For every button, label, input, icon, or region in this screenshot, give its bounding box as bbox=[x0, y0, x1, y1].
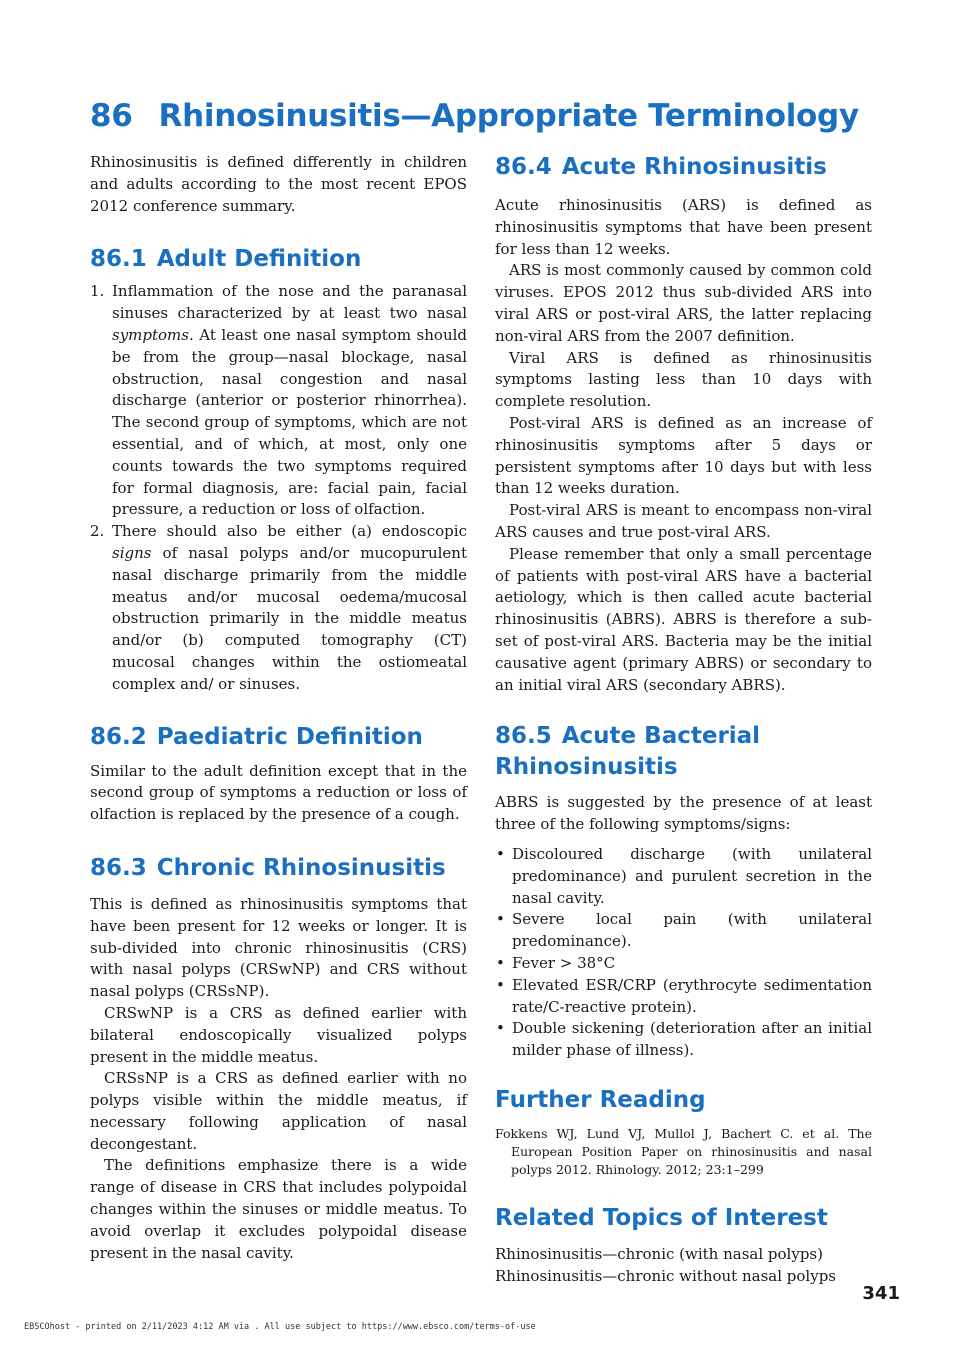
acute-paragraph: ARS is most commonly caused by common cold viruses. EPOS 2012 thus sub-divided ARS into viral ARS or post-viral ARS, the latter replacing non-viral ARS from the 2007 definition. bbox=[495, 261, 872, 345]
list-text: Severe local pain (with unilateral predominance). bbox=[512, 910, 872, 951]
list-item bbox=[90, 281, 467, 521]
section-number: 86.5 bbox=[495, 723, 552, 750]
list-item bbox=[495, 1018, 872, 1062]
bullet-icon: • bbox=[496, 975, 505, 994]
bullet-icon: • bbox=[496, 910, 505, 929]
bacterial-symptom-list bbox=[495, 844, 872, 1062]
bullet-icon: • bbox=[496, 953, 505, 972]
chronic-paragraph: The definitions emphasize there is a wide range of disease in CRS that includes polypoidal changes within the sinuses or middle meatus. To avoid overlap it excludes polypoidal disease present in the nasal cavity. bbox=[90, 1156, 467, 1262]
list-text: Discoloured discharge (with unilateral predominance) and purulent secretion in the nasal cavity. bbox=[512, 844, 872, 907]
list-text: There should also be either (a) endoscopic bbox=[112, 522, 467, 541]
related-topic-link[interactable]: Rhinosinusitis—chronic (with nasal polyps) bbox=[495, 1244, 823, 1263]
adult-definition-list bbox=[90, 281, 467, 695]
list-number: 1. bbox=[90, 282, 105, 301]
chronic-paragraph: CRSsNP is a CRS as defined earlier with no polyps visible within the middle meatus, if necessary following application of nasal decongestant. bbox=[90, 1069, 467, 1153]
left-column bbox=[90, 152, 467, 1264]
section-heading-chronic bbox=[90, 853, 467, 884]
list-item bbox=[495, 844, 872, 909]
section-title: Chronic Rhinosinusitis bbox=[156, 854, 446, 881]
section-title: Acute Bacterial bbox=[561, 723, 761, 750]
list-number: 2. bbox=[90, 522, 105, 541]
bullet-icon: • bbox=[496, 1019, 505, 1038]
chronic-paragraph: CRSwNP is a CRS as defined earlier with bilateral endoscopically visualized polyps present in the middle meatus. bbox=[90, 1003, 467, 1066]
further-reading-heading: Further Reading bbox=[495, 1086, 706, 1113]
print-footer: EBSCOhost - printed on 2/11/2023 4:12 AM via . All use subject to https://www.ebsco.com/terms-of-use bbox=[24, 1322, 536, 1332]
chapter-title-text: Rhinosinusitis—Appropriate Terminology bbox=[158, 98, 859, 134]
list-item bbox=[495, 953, 872, 975]
section-heading-paediatric bbox=[90, 722, 467, 753]
list-item bbox=[495, 909, 872, 953]
list-item bbox=[90, 521, 467, 695]
section-number: 86.1 bbox=[90, 246, 147, 273]
chapter-title bbox=[90, 96, 910, 136]
chronic-paragraph: This is defined as rhinosinusitis symptoms that have been present for 12 weeks or longer. It is sub-divided into chronic rhinosinusitis (CRS) with nasal polyps (CRSwNP) and CRS without nasal polyps (CRSsNP). bbox=[90, 894, 467, 1001]
page-number: 341 bbox=[862, 1283, 900, 1304]
related-topics-heading: Related Topics of Interest bbox=[495, 1204, 828, 1231]
list-item bbox=[495, 975, 872, 1019]
acute-paragraph: Viral ARS is defined as rhinosinusitis symptoms lasting less than 10 days with complete resolution. bbox=[495, 348, 872, 411]
list-text: Double sickening (deterioration after an initial milder phase of illness). bbox=[512, 1019, 872, 1060]
section-heading-adult bbox=[90, 244, 467, 275]
list-text: . At least one nasal symptom should be from the group—nasal blockage, nasal obstruction, nasal congestion and nasal discharge (anterior or posterior rhinorrhea). The second group of symptoms, which are not essential, and of which, at most, only one counts towards the two symptoms required for formal diagnosis, are: facial pain, facial pressure, a reduction or loss of olfaction. bbox=[112, 325, 467, 519]
acute-paragraph: Post-viral ARS is defined as an increase of rhinosinusitis symptoms after 5 days or persistent symptoms after 10 days but with less than 12 weeks duration. bbox=[495, 413, 872, 498]
intro-paragraph: Rhinosinusitis is defined differently in children and adults according to the most recent EPOS 2012 conference summary. bbox=[90, 153, 467, 215]
acute-paragraph: Please remember that only a small percentage of patients with post-viral ARS have a bacterial aetiology, which is then called acute bacterial rhinosinusitis (ABRS). ABRS is therefore a sub-set of post-viral ARS. Bacteria may be the initial causative agent (primary ABRS) or secondary to an initial viral ARS (secondary ABRS). bbox=[495, 544, 872, 694]
section-title: Acute Rhinosinusitis bbox=[561, 154, 827, 180]
acute-paragraph: Post-viral ARS is meant to encompass non-viral ARS causes and true post-viral ARS. bbox=[495, 501, 872, 541]
list-text: Inflammation of the nose and the paranasal sinuses characterized by at least two nasal bbox=[112, 282, 467, 323]
section-heading-bacterial bbox=[495, 721, 872, 783]
right-column bbox=[495, 152, 872, 1287]
related-topic-link[interactable]: Rhinosinusitis—chronic without nasal polyps bbox=[495, 1266, 836, 1285]
section-title: Adult Definition bbox=[156, 246, 362, 273]
acute-paragraph: Acute rhinosinusitis (ARS) is defined as rhinosinusitis symptoms that have been present for less than 12 weeks. bbox=[495, 196, 872, 258]
section-number: 86.2 bbox=[90, 723, 147, 750]
section-heading-acute bbox=[495, 152, 872, 183]
list-text: Elevated ESR/CRP (erythrocyte sedimentation rate/C-reactive protein). bbox=[512, 975, 872, 1016]
section-title: Rhinosinusitis bbox=[495, 754, 678, 781]
bullet-icon: • bbox=[496, 844, 505, 863]
bacterial-intro: ABRS is suggested by the presence of at least three of the following symptoms/signs: bbox=[495, 793, 872, 834]
section-number: 86.3 bbox=[90, 854, 147, 881]
paediatric-paragraph: Similar to the adult definition except that in the second group of symptoms a reduction or loss of olfaction is replaced by the presence of a cough. bbox=[90, 761, 467, 824]
list-text: of nasal polyps and/or mucopurulent nasal discharge primarily from the middle meatus and/or mucosal oedema/mucosal obstruction primarily in the middle meatus and/or (b) computed tomography (CT) mucosal changes within the ostiomeatal complex and/ or sinuses. bbox=[112, 543, 467, 693]
section-number: 86.4 bbox=[495, 154, 552, 180]
list-text: Fever > 38°C bbox=[512, 953, 616, 972]
list-emphasis: symptoms bbox=[112, 325, 189, 344]
chapter-number: 86 bbox=[90, 98, 133, 134]
list-emphasis: signs bbox=[112, 543, 152, 562]
section-title: Paediatric Definition bbox=[156, 723, 423, 750]
reference-entry: Fokkens WJ, Lund VJ, Mullol J, Bachert C. et al. The European Position Paper on rhinosinusitis and nasal polyps 2012. Rhinology. 2012; 23:1–299 bbox=[495, 1125, 872, 1177]
